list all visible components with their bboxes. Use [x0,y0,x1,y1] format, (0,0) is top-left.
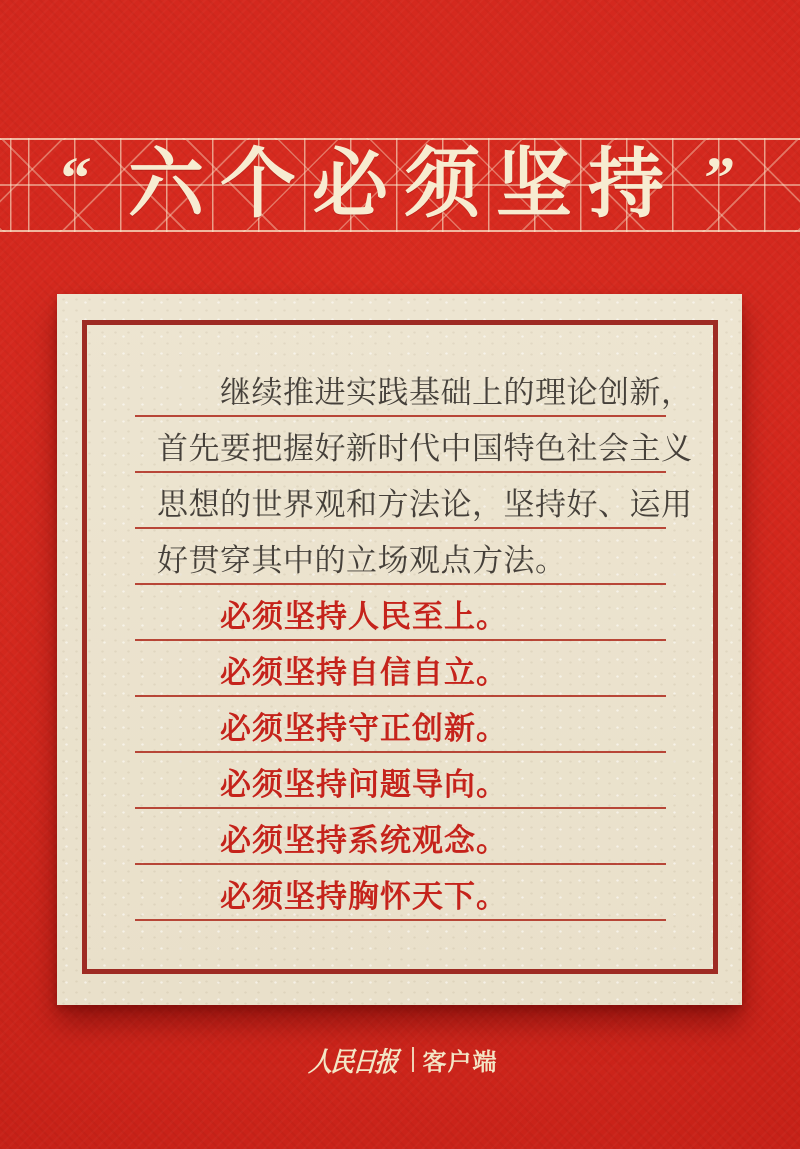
title-char-6: 持 [588,143,664,227]
title-close-quote: ” [700,145,738,211]
title-char-4: 须 [404,143,480,227]
line-text: 必须坚持系统观念。 [220,823,508,858]
paragraph-line [135,417,693,473]
must-persist-line [135,697,666,753]
brand-suffix-client: 客户端 [422,1049,498,1076]
title-open-quote: “ [56,145,94,211]
line-text: 必须坚持自信自立。 [220,655,508,690]
must-persist-line [135,753,666,809]
paragraph-line [135,473,693,529]
brand-separator-bar [412,1047,414,1072]
line-text: 继续推进实践基础上的理论创新， [220,375,693,410]
line-text: 必须坚持问题导向。 [220,767,508,802]
title-char-2: 个 [220,143,296,227]
title-calligraphy-grid [0,138,800,232]
line-text: 必须坚持守正创新。 [220,711,508,746]
must-persist-line [135,865,666,921]
title-char-3: 必 [312,143,388,227]
paper-card [57,294,742,1005]
brand-script-peoples-daily: 人民日报 [307,1047,398,1077]
paragraph-line [135,361,693,417]
line-text: 思想的世界观和方法论，坚持好、运用 [157,487,693,522]
title-char-1: 六 [128,143,204,227]
title-char-5: 坚 [496,143,572,227]
must-persist-line [135,585,666,641]
must-persist-line [135,641,666,697]
title-text [28,140,764,230]
line-text: 好贯穿其中的立场观点方法。 [157,543,567,578]
line-text: 必须坚持人民至上。 [220,599,508,634]
footer-brand-logo [0,1040,800,1079]
ruled-text-block [135,361,693,921]
line-text: 必须坚持胸怀天下。 [220,879,508,914]
must-persist-line [135,809,666,865]
line-text: 首先要把握好新时代中国特色社会主义 [157,431,693,466]
paragraph-line [135,529,666,585]
